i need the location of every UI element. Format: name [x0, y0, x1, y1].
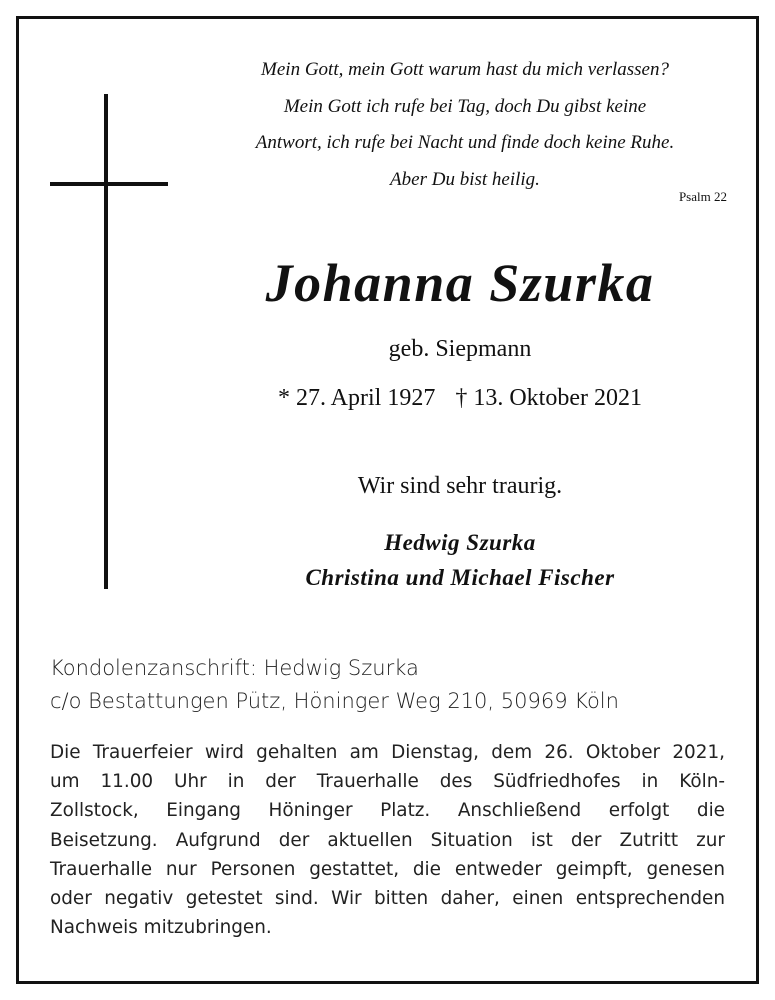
mourning-message: Wir sind sehr traurig.: [357, 473, 563, 499]
mourner-name: Hedwig Szurka: [384, 530, 536, 555]
birth-name: geb. Siepmann: [388, 336, 532, 362]
condolence-address: [50, 652, 619, 718]
ceremony-line: oder negativ getestet sind. Wir bitten daher, einen entsprechenden: [50, 888, 725, 910]
ceremony-line: um 11.00 Uhr in der Trauerhalle des Südfriedhofes in Köln-: [50, 771, 725, 793]
ceremony-notice: [50, 738, 725, 942]
verse-line: Aber Du bist heilig.: [390, 168, 540, 190]
psalm-reference: Psalm 22: [678, 189, 727, 204]
ceremony-line: Die Trauerfeier wird gehalten am Dienstag, dem 26. Oktober 2021,: [50, 742, 725, 763]
verse-line: Antwort, ich rufe bei Nacht und finde doch keine Ruhe.: [255, 132, 675, 153]
mourner-name: Christina und Michael Fischer: [305, 565, 615, 590]
address-line: c/o Bestattungen Pütz, Höninger Weg 210, 50969 Köln: [50, 689, 619, 713]
psalm-verse: [185, 52, 745, 198]
deceased-name: Johanna Szurka: [265, 253, 655, 313]
birth-date: * 27. April 1927: [278, 385, 436, 411]
ceremony-line: Beisetzung. Aufgrund der aktuellen Situation ist der Zutritt zur: [50, 829, 725, 851]
death-date: † 13. Oktober 2021: [455, 385, 642, 411]
verse-line: Mein Gott ich rufe bei Tag, doch Du gibst keine: [283, 95, 647, 117]
ceremony-line: Nachweis mitzubringen.: [50, 917, 272, 939]
verse-line: Mein Gott, mein Gott warum hast du mich verlassen?: [261, 59, 669, 80]
address-line: Kondolenzanschrift: Hedwig Szurka: [50, 656, 419, 680]
ceremony-line: Zollstock, Eingang Höninger Platz. Anschließend erfolgt die: [50, 800, 725, 822]
life-dates: [175, 385, 745, 412]
ceremony-line: Trauerhalle nur Personen gestattet, die entweder geimpft, genesen: [50, 858, 725, 880]
